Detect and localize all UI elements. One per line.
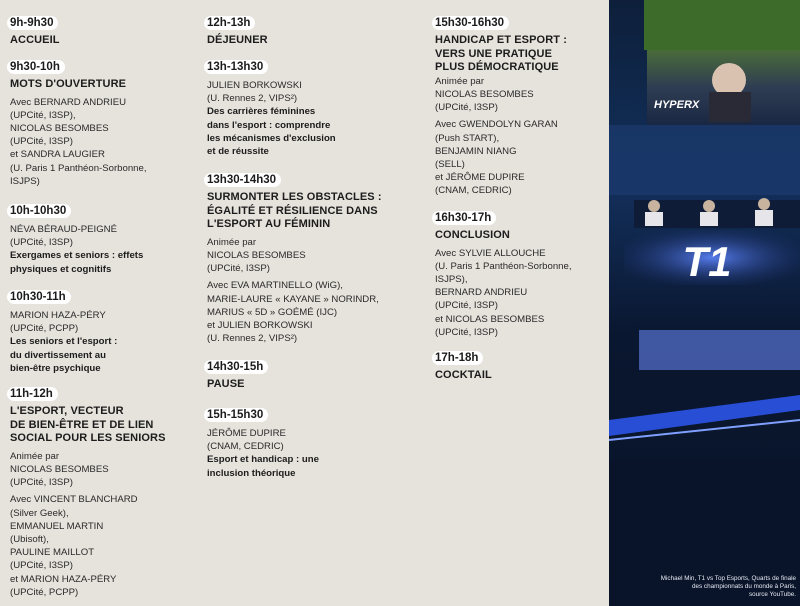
time-badge: 9h30-10h [7, 60, 65, 74]
moderator-text: Animée par NICOLAS BESOMBES (UPCité, I3SP) [207, 236, 306, 275]
session-conclusion [435, 208, 607, 339]
panelists-text: Avec EVA MARTINELLO (WiG), MARIE-LAURE « KAYANE » NORINDR, MARIUS « 5D » GOÉMÉ (IJC) et JULIEN BORKOWSKI (U. Rennes 2, VIPS²) [207, 280, 379, 345]
t1-logo: T1 [682, 238, 732, 285]
session-title: DÉJEUNER [207, 34, 268, 46]
session-dejeuner [207, 13, 422, 48]
session-mots-ouverture [10, 57, 198, 188]
speaker-text: JÉRÔME DUPIRE (CNAM, CEDRIC) [207, 428, 286, 453]
game-screen [644, 0, 800, 50]
panelists-text: Avec VINCENT BLANCHARD (Silver Geek), EMMANUEL MARTIN (Ubisoft), PAULINE MAILLOT (UPCité, I3SP) et MARION HAZA-PÉRY (UPCité, PCPP) [10, 494, 138, 598]
time-badge: 14h30-15h [204, 360, 268, 374]
speakers-text: Avec SYLVIE ALLOUCHE (U. Paris 1 Panthéon-Sorbonne, ISJPS), BERNARD ANDRIEU (UPCité, I3SP) et NICOLAS BESOMBES (UPCité, I3SP) [435, 247, 572, 338]
time-badge: 10h30-11h [7, 290, 71, 304]
session-10h30 [10, 287, 198, 375]
session-title: COCKTAIL [435, 369, 492, 381]
time-badge: 15h30-16h30 [432, 16, 509, 30]
moderator-text: Animée par NICOLAS BESOMBES (UPCité, I3SP) [10, 450, 109, 489]
player-face [712, 63, 746, 97]
player-shirt [709, 92, 751, 122]
hyperx-logo: HYPERX [654, 99, 700, 111]
session-cocktail [435, 348, 607, 383]
time-badge: 15h-15h30 [204, 408, 268, 422]
time-badge: 12h-13h [204, 16, 255, 30]
time-badge: 16h30-17h [432, 211, 496, 225]
crowd [609, 125, 800, 195]
session-13h [207, 57, 422, 158]
esport-stage-photo [609, 0, 800, 606]
talk-title: Exergames et seniors : effets physiques et cognitifs [10, 250, 144, 275]
time-badge: 10h-10h30 [7, 204, 71, 218]
session-pause [207, 357, 422, 392]
time-badge: 9h-9h30 [7, 16, 58, 30]
talk-title: Les seniors et l'esport : du divertissement au bien-être psychique [10, 336, 118, 374]
session-accueil [10, 13, 198, 48]
session-title: L'ESPORT, VECTEUR DE BIEN-ÊTRE ET DE LIEN SOCIAL POUR LES SENIORS [10, 405, 166, 445]
session-10h [10, 201, 198, 276]
session-11h [10, 384, 198, 599]
speakers-text: Avec BERNARD ANDRIEU (UPCité, I3SP), NICOLAS BESOMBES (UPCité, I3SP) et SANDRA LAUGIER (U. Paris 1 Panthéon-Sorbonne, ISJPS) [10, 96, 147, 187]
speaker-text: JULIEN BORKOWSKI (U. Rennes 2, VIPS²) [207, 80, 302, 105]
session-title: PAUSE [207, 378, 245, 390]
speaker-text: MARION HAZA-PÉRY (UPCité, PCPP) [10, 310, 106, 335]
stage-illustration [609, 0, 800, 606]
time-badge: 13h-13h30 [204, 60, 268, 74]
photo-credit [614, 575, 796, 599]
time-badge: 13h30-14h30 [204, 173, 281, 187]
session-title: MOTS D'OUVERTURE [10, 78, 127, 90]
session-title: ACCUEIL [10, 34, 60, 46]
moderator-text: Animée par NICOLAS BESOMBES (UPCité, I3SP) [435, 75, 534, 114]
session-title: CONCLUSION [435, 229, 510, 241]
speaker-text: NÉVA BÉRAUD-PEIGNÉ (UPCité, I3SP) [10, 224, 117, 249]
session-title: SURMONTER LES OBSTACLES : ÉGALITÉ ET RÉSILIENCE DANS L'ESPORT AU FÉMININ [207, 191, 382, 231]
photo-credit-text: Michael Min, T1 vs Top Esports, Quarts de finale des championnats du monde à Paris, source YouTube. [660, 575, 796, 598]
time-badge: 11h-12h [7, 387, 58, 401]
session-15h30 [435, 13, 607, 198]
talk-title: Des carrières féminines dans l'esport : comprendre les mécanismes d'exclusion et de réussite [207, 106, 336, 158]
session-15h [207, 405, 422, 480]
stage-light [639, 330, 800, 370]
session-13h30 [207, 170, 422, 345]
session-title: HANDICAP ET ESPORT : VERS UNE PRATIQUE PLUS DÉMOCRATIQUE [435, 34, 567, 74]
talk-title: Esport et handicap : une inclusion théorique [207, 454, 319, 479]
time-badge: 17h-18h [432, 351, 483, 365]
panelists-text: Avec GWENDOLYN GARAN (Push START), BENJAMIN NIANG (SELL) et JÉRÔME DUPIRE (CNAM, CEDRIC) [435, 119, 558, 197]
